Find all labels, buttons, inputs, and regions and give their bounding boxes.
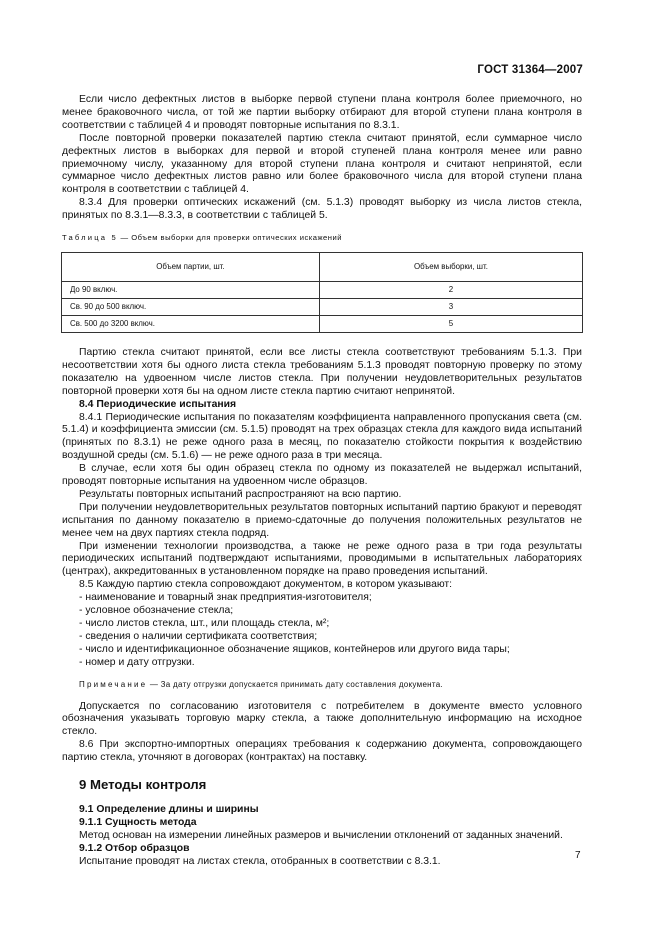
list-item: - число и идентификационное обозначение ящиков, контейнеров или другого вида тары; xyxy=(79,643,510,655)
note-text: — За дату отгрузки допускается принимать дату составления документа. xyxy=(147,679,444,689)
list-item: - номер и дату отгрузки. xyxy=(79,656,195,668)
subsection-heading: 9.1.1 Сущность метода xyxy=(79,816,197,828)
section-heading: 8.4 Периодические испытания xyxy=(79,398,237,410)
note-label: Примечание xyxy=(79,679,148,689)
paragraph: Испытание проводят на листах стекла, отобранных в соответствии с 8.3.1. xyxy=(79,855,441,867)
table-cell: 2 xyxy=(319,281,582,298)
table-cell: Св. 500 до 3200 включ. xyxy=(62,315,320,332)
table-caption-label: Таблица 5 xyxy=(62,233,118,243)
paragraph: В случае, если хотя бы один образец стекла по одному из показателей не выдержал испытаний, проводят повторные испытания на удвоенном числе образцов. xyxy=(62,463,582,488)
paragraph: Партию стекла считают принятой, если все листы стекла соответствуют требованиям 5.1.3. При несоответствии хотя бы одного листа стекла требованиям 5.1.3 проводят повторную проверку по этому показателю на удвоенном числе листов стекла. При получении неудовлетворительных результатов повторной проверки хотя бы на одном листе стекла партию считают непринятой. xyxy=(62,346,582,397)
paragraph: Допускается по согласованию изготовителя с потребителем в документе вместо условного обозначения указывать торговую марку стекла, а также дополнительную информацию на исходное стекло. xyxy=(62,700,582,738)
document-header: ГОСТ 31364—2007 xyxy=(477,64,583,76)
list-item: - число листов стекла, шт., или площадь стекла, м²; xyxy=(79,618,330,629)
sample-size-table xyxy=(61,252,583,333)
table-row xyxy=(62,281,583,298)
list-item: - сведения о наличии сертификата соответствия; xyxy=(79,630,318,642)
table-caption xyxy=(62,232,582,245)
paragraph: При получении неудовлетворительных результатов повторных испытаний партию бракуют и переводят испытания по данному показателю в приемо-сдаточные до получения положительных результатов не менее чем на двух партиях стекла подряд. xyxy=(62,501,582,539)
paragraph: 8.5 Каждую партию стекла сопровождают документом, в котором указывают: xyxy=(79,579,453,591)
paragraph: 8.4.1 Периодические испытания по показателям коэффициента направленного пропускания света (см. 5.1.4) и коэффициента эмиссии (см. 5.1.5) проводят на трех образцах стекла для каждого вида испытаний (принятых по 8.3.1) не реже одного раза в месяц, по показателю стойкости покрытия к воздействию воздушной среды (см. 5.1.6) — не реже одного раза в три месяца. xyxy=(62,411,582,462)
list-item: - условное обозначение стекла; xyxy=(79,605,234,617)
table-header-cell: Объем партии, шт. xyxy=(62,252,320,281)
section-heading: 9.1 Определение длины и ширины xyxy=(79,803,259,815)
subsection-heading: 9.1.2 Отбор образцов xyxy=(79,842,190,854)
table-cell: 5 xyxy=(319,315,582,332)
paragraph: При изменении технологии производства, а также не реже одного раза в три года результаты периодических испытаний подтверждают испытаниями, проводимыми в испытательных лабораториях (центрах), аккредитованных в установленном порядке на право проведения испытаний. xyxy=(62,540,582,578)
page-content xyxy=(62,94,582,869)
document-contents-list xyxy=(79,592,582,669)
table-header-row xyxy=(62,252,583,281)
table-cell: Св. 90 до 500 включ. xyxy=(62,298,320,315)
chapter-heading: 9 Методы контроля xyxy=(79,777,207,793)
paragraph: Результаты повторных испытаний распространяют на всю партию. xyxy=(79,488,402,500)
table-caption-text: — Объем выборки для проверки оптических искажений xyxy=(117,233,342,243)
page-number: 7 xyxy=(575,850,581,861)
paragraph: Метод основан на измерении линейных размеров и вычислении отклонений от заданных значений. xyxy=(79,829,563,841)
table-row xyxy=(62,315,583,332)
list-item: - наименование и товарный знак предприятия-изготовителя; xyxy=(79,592,372,604)
table-cell: 3 xyxy=(319,298,582,315)
paragraph: После повторной проверки показателей партию стекла считают принятой, если суммарное число дефектных листов в выборках для первой и второй ступеней плана контроля менее или равно приемочному числу, указанному для второй ступени плана контроля и считают непринятой, если суммарное число дефектных листов равно или более браковочного числа для второй ступени плана контроля в соответствии с таблицей 4. xyxy=(62,132,582,196)
table-header-cell: Объем выборки, шт. xyxy=(319,252,582,281)
table-row xyxy=(62,298,583,315)
paragraph: 8.6 При экспортно-импортных операциях требования к содержанию документа, сопровождающего партию стекла, уточняют в договорах (контрактах) на поставку. xyxy=(62,739,582,764)
paragraph: 8.3.4 Для проверки оптических искажений (см. 5.1.3) проводят выборку из числа листов стекла, принятых по 8.3.1—8.3.3, в соответствии с таблицей 5. xyxy=(62,197,582,222)
note xyxy=(62,679,582,692)
table-cell: До 90 включ. xyxy=(62,281,320,298)
paragraph: Если число дефектных листов в выборке первой ступени плана контроля более приемочного, но менее браковочного числа, от той же партии выборку отбирают для второй ступени плана контроля в соответствии с таблицей 4 и проводят повторные испытания по 8.3.1. xyxy=(62,94,582,131)
